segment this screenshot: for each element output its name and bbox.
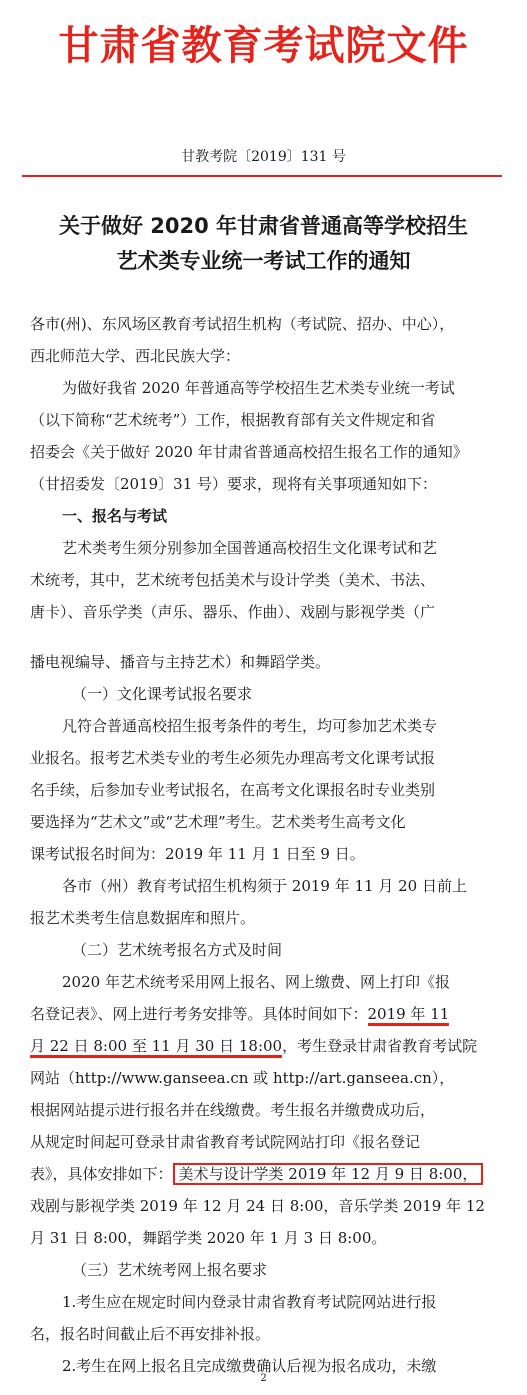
document-title-line1: 关于做好 2020 年甘肃省普通高等学校招生: [58, 214, 469, 238]
body-line: （甘招委发〔2019〕31 号）要求，现将有关事项通知如下：: [30, 475, 438, 493]
body-line: 课考试报名时间为：2019 年 11 月 1 日至 9 日。: [30, 845, 365, 863]
body-line: 招委会《关于做好 2020 年甘肃省普通高校招生报名工作的通知》: [30, 443, 468, 461]
body-line: 根据网站提示进行报名并在线缴费。考生报名并缴费成功后，: [30, 1101, 436, 1119]
boxed-schedule: 美术与设计学类 2019 年 12 月 9 日 8:00，: [173, 1163, 484, 1185]
section-heading: 一、报名与考试: [62, 507, 168, 525]
body-line: 2020 年艺术统考采用网上报名、网上缴费、网上打印《报: [62, 973, 450, 991]
body-line: 2.考生在网上报名且完成缴费确认后视为报名成功，未缴: [62, 1357, 437, 1375]
subsection-heading: （一）文化课考试报名要求: [72, 685, 253, 703]
body-line: 月 31 日 8:00，舞蹈学类 2020 年 1 月 3 日 8:00。: [30, 1229, 387, 1247]
subsection-heading: （二）艺术统考报名方式及时间: [72, 941, 283, 959]
subsection-heading: （三）艺术统考网上报名要求: [72, 1261, 268, 1279]
body-line: （以下简称“艺术统考”）工作，根据教育部有关文件规定和省: [30, 411, 436, 429]
document-body: [30, 308, 505, 1382]
body-line: 1.考生应在规定时间内登录甘肃省教育考试院网站进行报: [62, 1293, 437, 1311]
body-line: 报艺术类考生信息数据库和照片。: [30, 909, 256, 927]
body-line: 唐卡）、音乐学类（声乐、器乐、作曲）、戏剧与影视学类（广: [30, 603, 436, 621]
body-line: 西北师范大学、西北民族大学：: [30, 347, 241, 365]
body-line: 播电视编导、播音与主持艺术）和舞蹈学类。: [30, 653, 331, 671]
body-line: 艺术类考生须分别参加全国普通高校招生文化课考试和艺: [62, 539, 438, 557]
body-line: [30, 1158, 505, 1190]
document-title-line2: 艺术类专业统一考试工作的通知: [116, 249, 411, 273]
header-divider: [22, 175, 502, 177]
body-line: 戏剧与影视学类 2019 年 12 月 24 日 8:00，音乐学类 2019 年 12: [30, 1197, 485, 1215]
body-line: 名，报名时间截止后不再安排补报。: [30, 1325, 271, 1343]
body-text: 名登记表》、网上进行考务安排等。具体时间如下：: [30, 1005, 368, 1023]
body-line: 名手续，后参加专业考试报名，在高考文化课报名时专业类别: [30, 781, 436, 799]
body-line: 业报名。报考艺术类专业的考生必须先办理高考文化课考试报: [30, 749, 436, 767]
document-number: 甘教考院〔2019〕131 号: [181, 149, 346, 165]
body-line: 凡符合普通高校招生报考条件的考生，均可参加艺术类专: [62, 717, 438, 735]
highlighted-date-range: 月 22 日 8:00 至 11 月 30 日 18:00: [30, 1037, 282, 1058]
body-text: ，考生登录甘肃省教育考试院: [282, 1037, 478, 1055]
body-line: 各市(州)、东风场区教育考试招生机构（考试院、招办、中心），: [30, 315, 455, 333]
body-line: 术统考，其中，艺术统考包括美术与设计学类（美术、书法、: [30, 571, 436, 589]
body-line: 为做好我省 2020 年普通高等学校招生艺术类专业统一考试: [62, 379, 455, 397]
page-number: 2: [260, 1373, 267, 1384]
body-line: 从规定时间起可登录甘肃省教育考试院网站打印《报名登记: [30, 1133, 421, 1151]
body-line: 要选择为“艺术文”或“艺术理”考生。艺术类考生高考文化: [30, 813, 406, 831]
body-line: 各市（州）教育考试招生机构须于 2019 年 11 月 20 日前上: [62, 877, 467, 895]
body-text: 表》，具体安排如下：: [30, 1165, 173, 1183]
highlighted-date-start: 2019 年 11: [368, 1005, 450, 1026]
document-header: 甘肃省教育考试院文件: [58, 23, 469, 69]
body-line: [30, 1030, 505, 1062]
body-line: [30, 998, 505, 1030]
body-line: 网站（http://www.ganseea.cn 或 http://art.ganseea.cn），: [30, 1069, 455, 1087]
